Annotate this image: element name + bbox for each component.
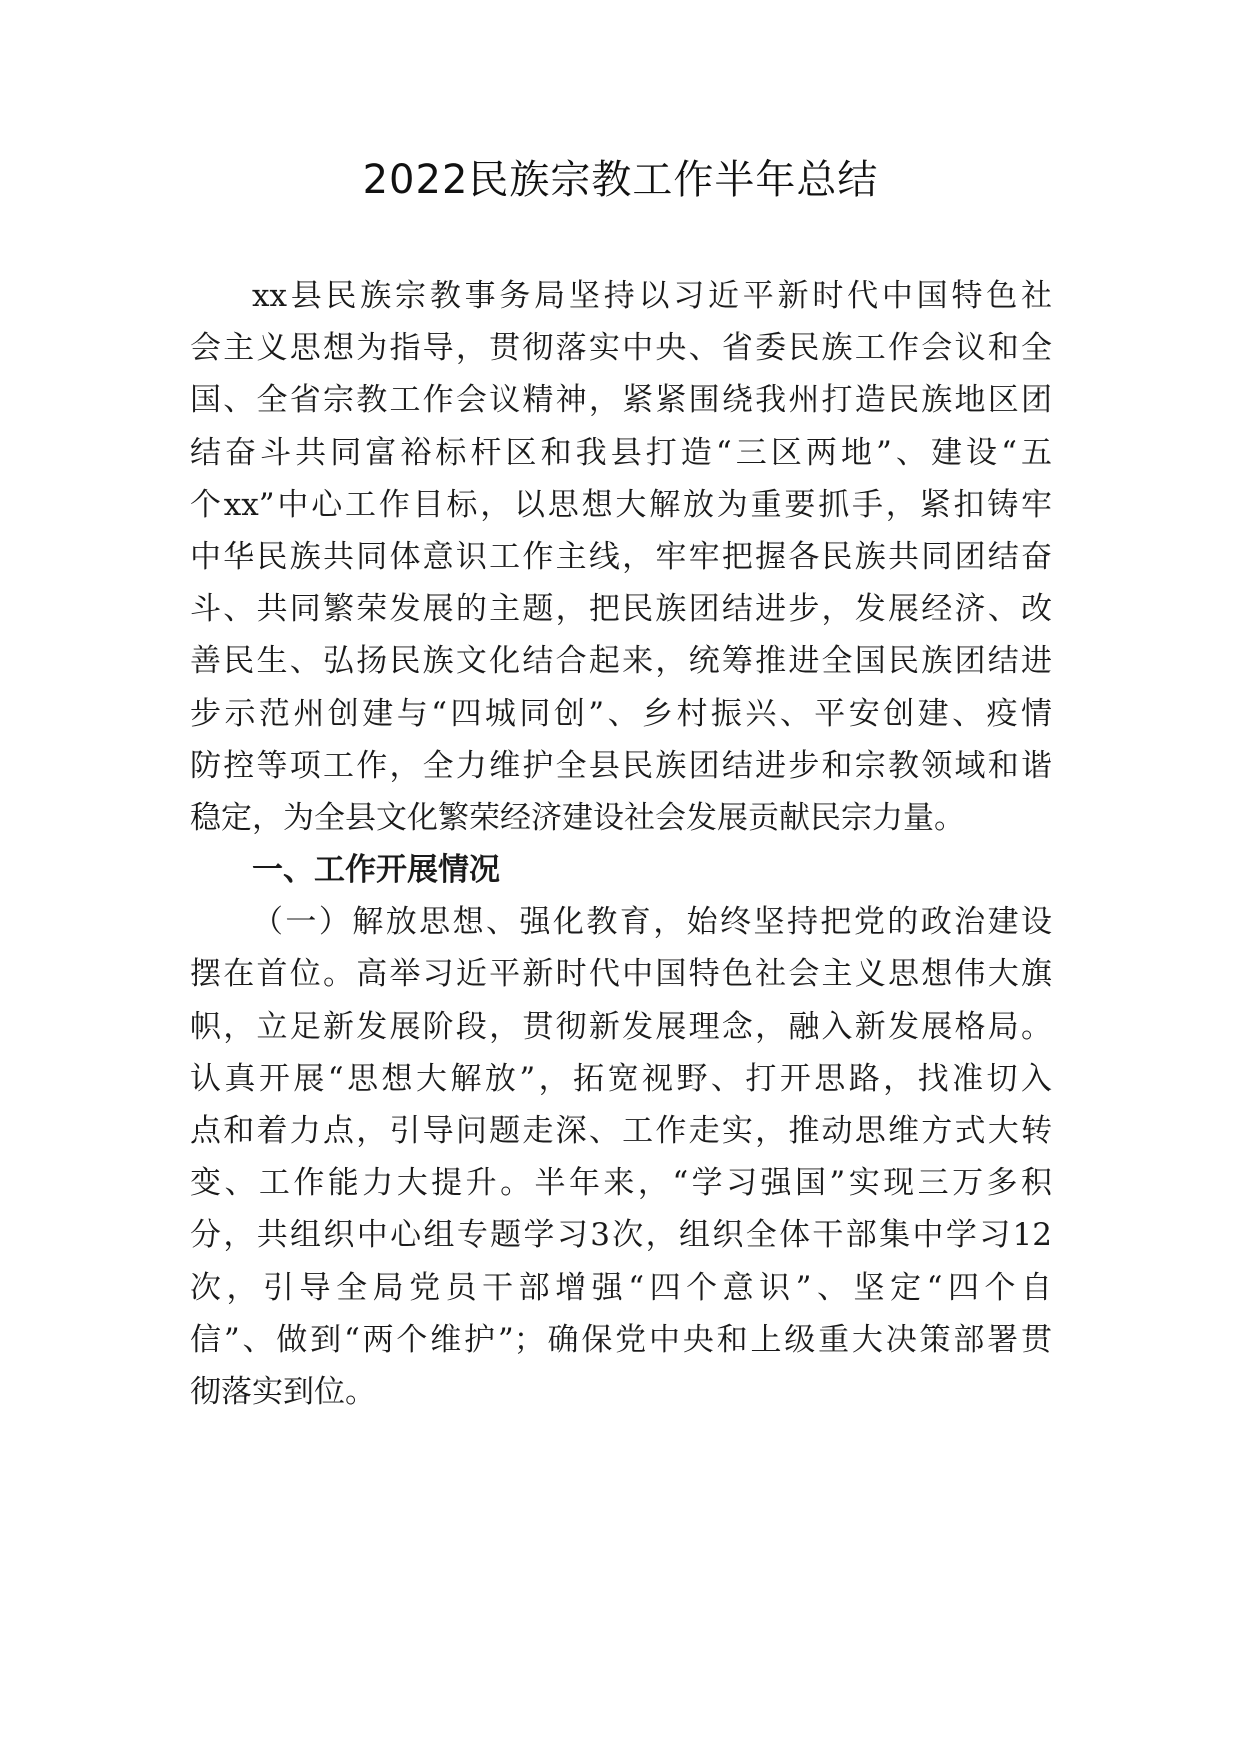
sub-line: 变、工作能力大提升。半年来，“学习强国”实现三万多积	[190, 1165, 1052, 1202]
intro-line: xx县民族宗教事务局坚持以习近平新时代中国特色社	[252, 278, 1052, 314]
intro-line: 个xx”中心工作目标，以思想大解放为重要抓手，紧扣铸牢	[190, 486, 1052, 523]
document-body	[190, 270, 1052, 1418]
sub-line: 彻落实到位。	[190, 1373, 376, 1410]
sub-line: 摆在首位。高举习近平新时代中国特色社会主义思想伟大旗	[190, 956, 1052, 993]
sub-line: 帜，立足新发展阶段，贯彻新发展理念，融入新发展格局。	[190, 1008, 1052, 1045]
intro-line: 斗、共同繁荣发展的主题，把民族团结进步，发展经济、改	[190, 591, 1052, 628]
intro-line: 结奋斗共同富裕标杆区和我县打造“三区两地”、建设“五	[190, 434, 1052, 471]
section-heading: 一、工作开展情况	[252, 852, 500, 889]
sub-line: 信”、做到“两个维护”；确保党中央和上级重大决策部署贯	[190, 1321, 1052, 1358]
document-title: 2022民族宗教工作半年总结	[362, 157, 879, 203]
intro-line: 中华民族共同体意识工作主线，牢牢把握各民族共同团结奋	[190, 538, 1052, 575]
intro-line: 防控等项工作，全力维护全县民族团结进步和宗教领域和谐	[190, 747, 1052, 784]
intro-line: 稳定，为全县文化繁荣经济建设社会发展贡献民宗力量。	[190, 799, 965, 836]
intro-line: 会主义思想为指导，贯彻落实中央、省委民族工作会议和全	[190, 330, 1052, 367]
intro-line: 步示范州创建与“四城同创”、乡村振兴、平安创建、疫情	[190, 695, 1052, 732]
intro-line: 国、全省宗教工作会议精神，紧紧围绕我州打造民族地区团	[190, 382, 1052, 419]
sub-line: 点和着力点，引导问题走深、工作走实，推动思维方式大转	[190, 1113, 1052, 1149]
sub-line: 认真开展“思想大解放”，拓宽视野、打开思路，找准切入	[190, 1060, 1052, 1097]
sub-line: 次，引导全局党员干部增强“四个意识”、坚定“四个自	[190, 1269, 1052, 1306]
sub-line: （一）解放思想、强化教育，始终坚持把党的政治建设	[252, 904, 1052, 941]
sub-line: 分，共组织中心组专题学习3次，组织全体干部集中学习12	[190, 1217, 1052, 1254]
intro-line: 善民生、弘扬民族文化结合起来，统筹推进全国民族团结进	[190, 643, 1052, 680]
